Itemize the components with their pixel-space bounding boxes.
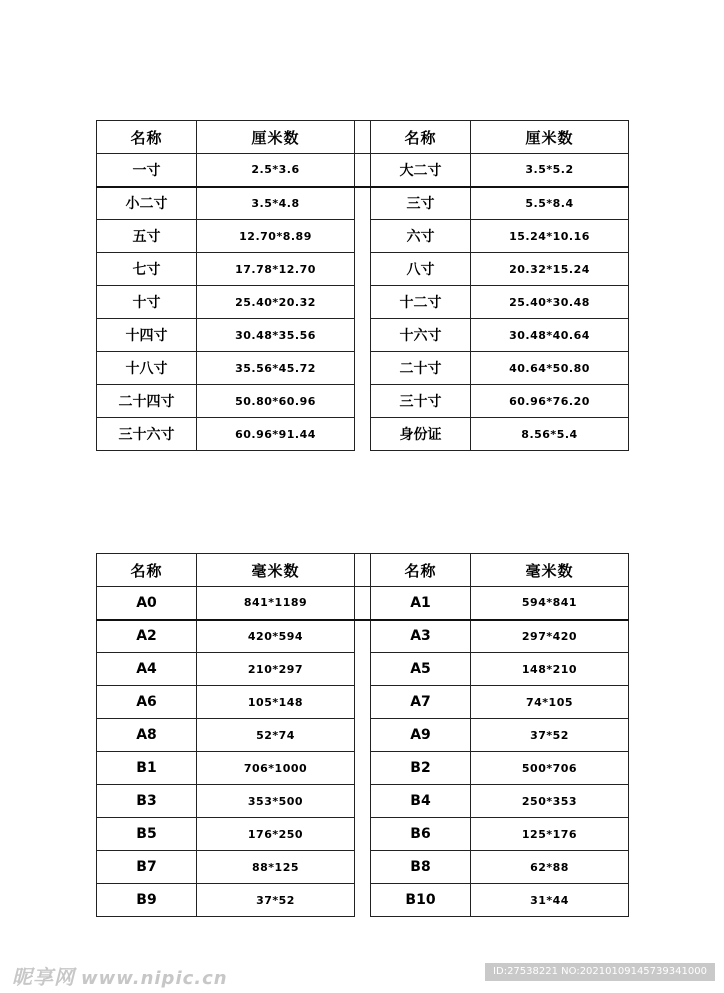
size-name-left: 十八寸: [97, 352, 197, 385]
table-row: [97, 818, 629, 851]
size-name-right: 六寸: [371, 220, 471, 253]
size-value-left: 841*1189: [197, 587, 355, 620]
size-value-right: 500*706: [471, 752, 629, 785]
table-row: [97, 884, 629, 917]
table-row: [97, 253, 629, 286]
size-value-left: 420*594: [197, 620, 355, 653]
size-name-left: A4: [97, 653, 197, 686]
size-value-left: 105*148: [197, 686, 355, 719]
size-value-right: 60.96*76.20: [471, 385, 629, 418]
size-name-left: B3: [97, 785, 197, 818]
size-name-left: 一寸: [97, 154, 197, 187]
header-name-left: 名称: [97, 121, 197, 154]
header-cm-left: 厘米数: [197, 121, 355, 154]
centimeter-size-table: [96, 120, 629, 451]
size-name-left: B7: [97, 851, 197, 884]
table-row: [97, 286, 629, 319]
size-name-left: A0: [97, 587, 197, 620]
table-row: [97, 187, 629, 220]
column-gap: [355, 752, 371, 785]
size-name-left: 五寸: [97, 220, 197, 253]
table-row: [97, 352, 629, 385]
size-value-right: 3.5*5.2: [471, 154, 629, 187]
size-value-left: 52*74: [197, 719, 355, 752]
size-value-left: 50.80*60.96: [197, 385, 355, 418]
table-row: [97, 220, 629, 253]
size-name-left: 三十六寸: [97, 418, 197, 451]
column-gap: [355, 587, 371, 620]
table-row: [97, 418, 629, 451]
column-gap: [355, 418, 371, 451]
size-value-left: 30.48*35.56: [197, 319, 355, 352]
size-name-right: A1: [371, 587, 471, 620]
size-name-left: 七寸: [97, 253, 197, 286]
column-gap: [355, 187, 371, 220]
size-value-left: 60.96*91.44: [197, 418, 355, 451]
column-gap: [355, 121, 371, 154]
size-name-left: A8: [97, 719, 197, 752]
table-row: [97, 752, 629, 785]
table-row: [97, 851, 629, 884]
size-value-right: 74*105: [471, 686, 629, 719]
size-name-right: 身份证: [371, 418, 471, 451]
column-gap: [355, 253, 371, 286]
size-name-right: 大二寸: [371, 154, 471, 187]
size-value-right: 30.48*40.64: [471, 319, 629, 352]
column-gap: [355, 352, 371, 385]
size-value-left: 176*250: [197, 818, 355, 851]
column-gap: [355, 818, 371, 851]
watermark-brand: 昵享网: [12, 965, 75, 989]
header-mm-left: 毫米数: [197, 554, 355, 587]
image-id-bar: ID:27538221 NO:20210109145739341000: [485, 963, 715, 981]
size-value-right: 5.5*8.4: [471, 187, 629, 220]
size-name-left: 二十四寸: [97, 385, 197, 418]
watermark-site: www.nipic.cn: [81, 968, 228, 989]
column-gap: [355, 653, 371, 686]
size-name-right: 十六寸: [371, 319, 471, 352]
size-value-right: 37*52: [471, 719, 629, 752]
size-value-right: 8.56*5.4: [471, 418, 629, 451]
table-row: [97, 319, 629, 352]
size-value-left: 210*297: [197, 653, 355, 686]
size-name-right: B6: [371, 818, 471, 851]
size-name-right: B8: [371, 851, 471, 884]
size-name-right: 二十寸: [371, 352, 471, 385]
column-gap: [355, 884, 371, 917]
table-row: [97, 719, 629, 752]
size-name-left: 十寸: [97, 286, 197, 319]
size-value-right: 148*210: [471, 653, 629, 686]
size-name-left: A6: [97, 686, 197, 719]
column-gap: [355, 719, 371, 752]
table-row: [97, 620, 629, 653]
size-value-right: 594*841: [471, 587, 629, 620]
size-name-left: B1: [97, 752, 197, 785]
size-name-right: 八寸: [371, 253, 471, 286]
size-value-left: 353*500: [197, 785, 355, 818]
millimeter-table-body: [97, 587, 629, 917]
size-name-right: B10: [371, 884, 471, 917]
column-gap: [355, 154, 371, 187]
size-value-left: 35.56*45.72: [197, 352, 355, 385]
header-name-right: 名称: [371, 121, 471, 154]
table-row: [97, 653, 629, 686]
table-header-row: [97, 554, 629, 587]
size-value-right: 31*44: [471, 884, 629, 917]
header-name-right: 名称: [371, 554, 471, 587]
size-name-left: B5: [97, 818, 197, 851]
watermark-logo: [12, 961, 228, 990]
size-name-right: A5: [371, 653, 471, 686]
centimeter-table-body: [97, 154, 629, 451]
column-gap: [355, 286, 371, 319]
table-row: [97, 686, 629, 719]
column-gap: [355, 686, 371, 719]
size-name-left: B9: [97, 884, 197, 917]
column-gap: [355, 319, 371, 352]
size-name-left: 十四寸: [97, 319, 197, 352]
size-name-right: B4: [371, 785, 471, 818]
size-name-right: 三十寸: [371, 385, 471, 418]
size-value-left: 12.70*8.89: [197, 220, 355, 253]
column-gap: [355, 620, 371, 653]
size-value-left: 3.5*4.8: [197, 187, 355, 220]
size-name-left: A2: [97, 620, 197, 653]
size-value-right: 40.64*50.80: [471, 352, 629, 385]
size-value-left: 2.5*3.6: [197, 154, 355, 187]
size-value-right: 25.40*30.48: [471, 286, 629, 319]
size-value-right: 15.24*10.16: [471, 220, 629, 253]
size-value-left: 37*52: [197, 884, 355, 917]
size-value-right: 125*176: [471, 818, 629, 851]
table-header-row: [97, 121, 629, 154]
size-value-right: 20.32*15.24: [471, 253, 629, 286]
size-name-right: A7: [371, 686, 471, 719]
size-name-right: B2: [371, 752, 471, 785]
header-cm-right: 厘米数: [471, 121, 629, 154]
size-name-left: 小二寸: [97, 187, 197, 220]
column-gap: [355, 385, 371, 418]
table-row: [97, 385, 629, 418]
size-name-right: 三寸: [371, 187, 471, 220]
column-gap: [355, 220, 371, 253]
column-gap: [355, 851, 371, 884]
column-gap: [355, 785, 371, 818]
size-name-right: 十二寸: [371, 286, 471, 319]
size-value-left: 25.40*20.32: [197, 286, 355, 319]
table-row: [97, 785, 629, 818]
size-value-left: 17.78*12.70: [197, 253, 355, 286]
size-value-right: 62*88: [471, 851, 629, 884]
header-name-left: 名称: [97, 554, 197, 587]
table-row: [97, 154, 629, 187]
size-value-left: 88*125: [197, 851, 355, 884]
header-mm-right: 毫米数: [471, 554, 629, 587]
size-value-right: 250*353: [471, 785, 629, 818]
size-value-left: 706*1000: [197, 752, 355, 785]
size-name-right: A3: [371, 620, 471, 653]
size-name-right: A9: [371, 719, 471, 752]
column-gap: [355, 554, 371, 587]
size-value-right: 297*420: [471, 620, 629, 653]
millimeter-size-table: [96, 553, 629, 917]
table-row: [97, 587, 629, 620]
